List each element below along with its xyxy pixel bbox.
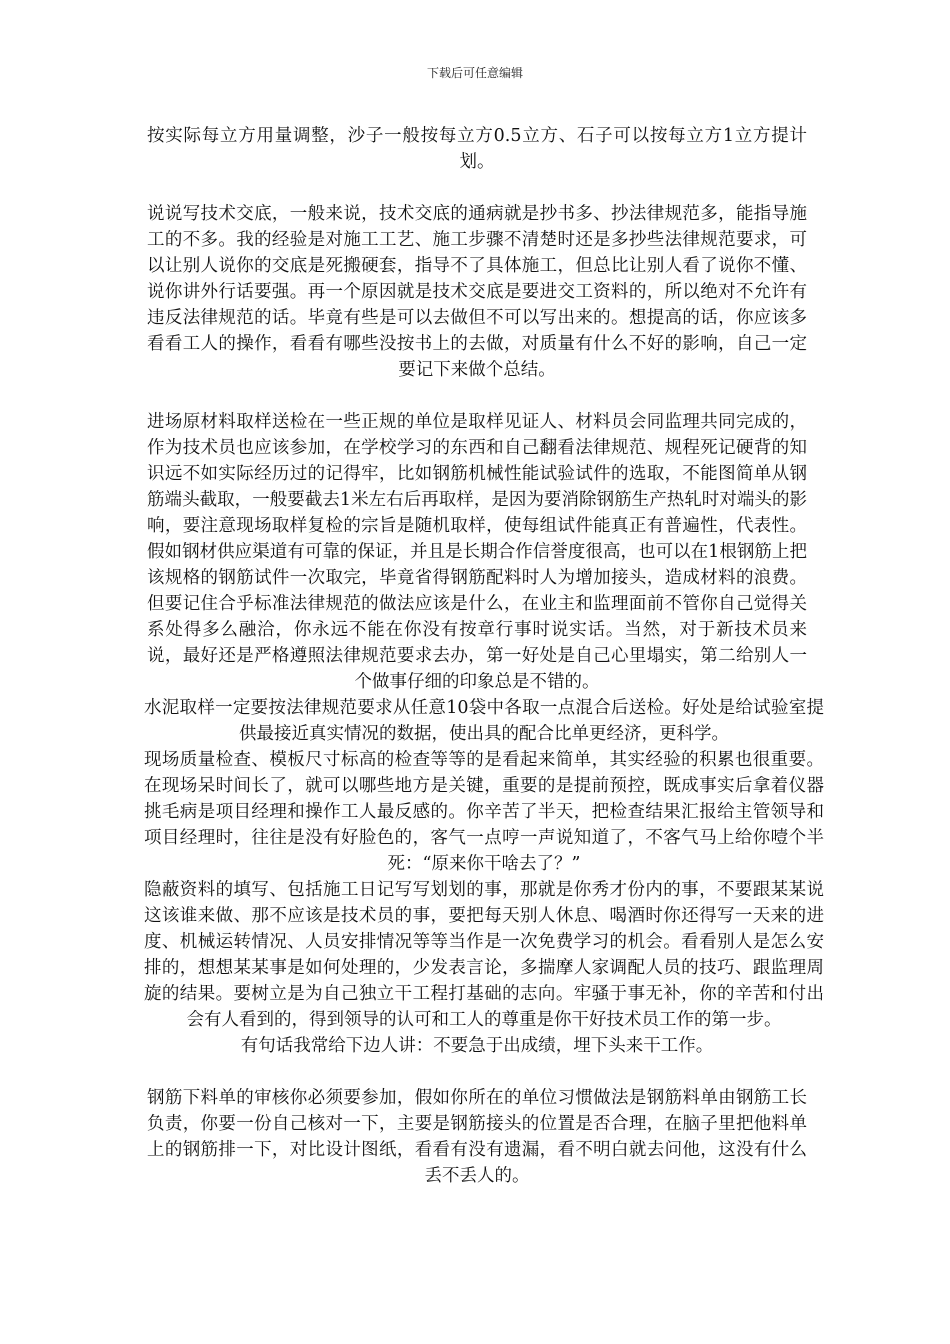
paragraph-spacer [147, 383, 807, 409]
paragraph-concealed-records: 隐蔽资料的填写、包括施工日记写写划划的事，那就是你秀才份内的事，不要跟某某说这该谁来做、那不应该是技术员的事，要把每天别人休息、喝酒时你还得写一天来的进度、机械运转情况、人员安排情况等等当作是一次免费学习的机会。看看别人是怎么安排的，想想某某事是如何处理的，少发表言论，多揣摩人家调配人员的技巧、跟监理周旋的结果。要树立是为自己独立干工程打基础的志向。牢骚于事无补，你的辛苦和付出会有人看到的，得到领导的认可和工人的尊重是你干好技术员工作的第一步。 [144, 880, 824, 1030]
paragraph-rebar-list: 钢筋下料单的审核你必须要参加，假如你所在的单位习惯做法是钢筋料单由钢筋工长负责，你要一份自己核对一下，主要是钢筋接头的位置是否合理，在脑子里把他料单上的钢筋排一下，对比设计图纸，看看有没有遗漏，看不明白就去问他，这没有什么丢不丢人的。 [147, 1088, 807, 1186]
paragraph-technical-briefing: 说说写技术交底，一般来说，技术交底的通病就是抄书多、抄法律规范多，能指导施工的不多。我的经验是对施工工艺、施工步骤不清楚时还是多抄些法律规范要求，可以让别人说你的交底是死搬硬套，指导不了具体施工，但总比让别人看了说你不懂、说你讲外行话要强。再一个原因就是技术交底是要进交工资料的，所以绝对不允许有违反法律规范的话。毕竟有些是可以去做但不可以写出来的。想提高的话，你应该多看看工人的操作，看看有哪些没按书上的去做，对质量有什么不好的影响，自己一定要记下来做个总结。 [147, 204, 807, 380]
paragraph-spacer [147, 1059, 807, 1085]
paragraph-material-plan: 按实际每立方用量调整，沙子一般按每立方0.5立方、石子可以按每立方1立方提计划。 [147, 126, 807, 172]
paragraph-cement-sampling: 水泥取样一定要按法律规范要求从任意10袋中各取一点混合后送检。好处是给试验室提供最接近真实情况的数据，使出具的配合比单更经济，更科学。 [144, 698, 824, 744]
paragraph-spacer [147, 175, 807, 201]
paragraph-quality-inspection: 现场质量检查、模板尺寸标高的检查等等的是看起来简单，其实经验的积累也很重要。在现场呆时间长了，就可以哪些地方是关键，重要的是提前预控，既成事实后拿着仪器挑毛病是项目经理和操作工人最反感的。你辛苦了半天，把检查结果汇报给主管领导和项目经理时，往往是没有好脸色的，客气一点哼一声说知道了，不客气马上给你噎个半死：“原来你干啥去了？” [144, 750, 824, 874]
paragraph-advice: 有句话我常给下边人讲：不要急于出成绩，埋下头来干工作。 [240, 1036, 714, 1056]
paragraph-material-sampling: 进场原材料取样送检在一些正规的单位是取样见证人、材料员会同监理共同完成的，作为技术员也应该参加，在学校学习的东西和自己翻看法律规范、规程死记硬背的知识远不如实际经历过的记得牢，比如钢筋机械性能试验试件的选取，不能图简单从钢筋端头截取，一般要截去1米左右后再取样，是因为要消除钢筋生产热轧时对端头的影响，要注意现场取样复检的宗旨是随机取样，使每组试件能真正有普遍性，代表性。假如钢材供应渠道有可靠的保证，并且是长期合作信誉度很高，也可以在1根钢筋上把该规格的钢筋试件一次取完，毕竟省得钢筋配料时人为增加接头，造成材料的浪费。但要记住合乎标准法律规范的做法应该是什么，在业主和监理面前不管你自己觉得关系处得多么融洽，你永远不能在你没有按章行事时说实话。当然，对于新技术员来说，最好还是严格遵照法律规范要求去办，第一好处是自己心里塌实，第二给别人一个做事仔细的印象总是不错的。 [147, 412, 807, 692]
document-body [144, 123, 824, 1189]
page-header: 下载后可任意编辑 [426, 66, 523, 80]
